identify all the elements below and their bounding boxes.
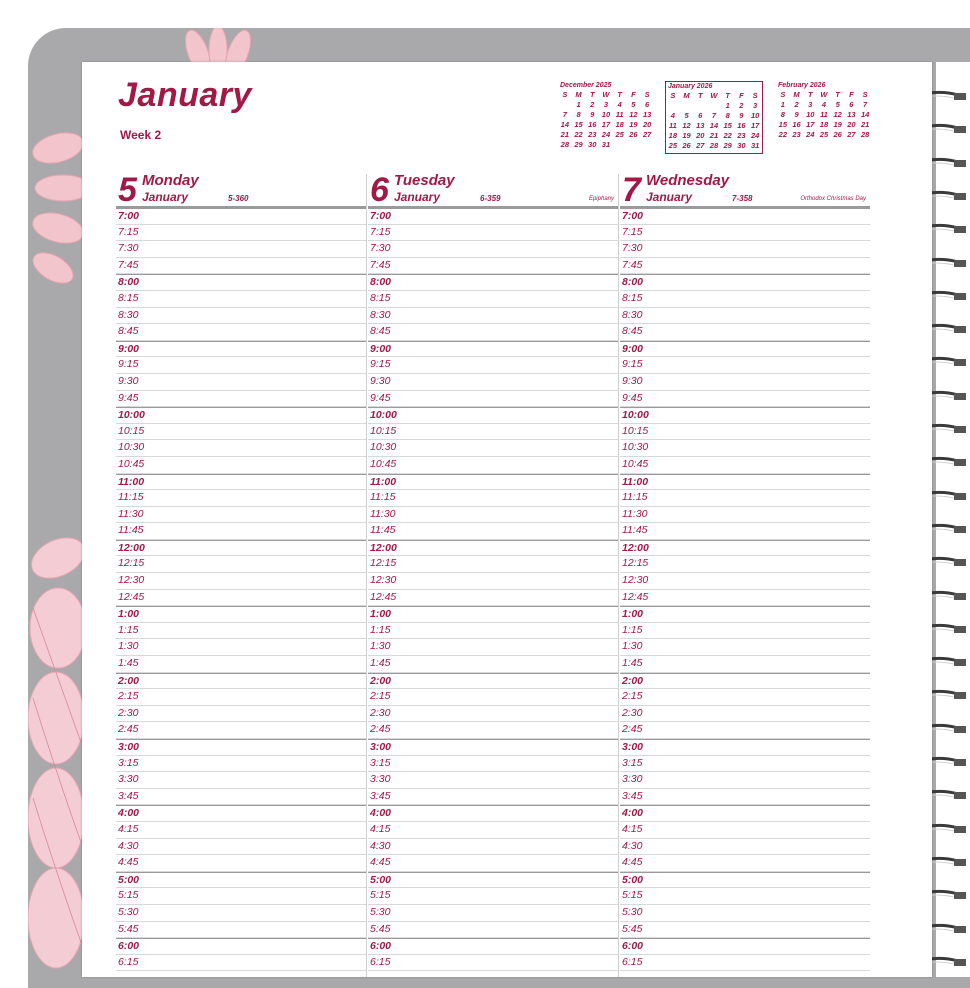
time-slot[interactable]: 10:30 — [116, 440, 366, 457]
time-slot[interactable]: 2:45 — [620, 722, 870, 739]
calendar-date — [693, 101, 707, 111]
time-slot[interactable]: 4:45 — [620, 855, 870, 872]
time-slot[interactable]: 10:00 — [620, 407, 870, 424]
time-slot[interactable]: 1:30 — [368, 639, 618, 656]
mini-calendar-title: February 2026 — [778, 82, 826, 89]
time-slot[interactable]: 2:45 — [116, 722, 366, 739]
calendar-date: 21 — [860, 120, 870, 129]
calendar-date: 31 — [601, 140, 611, 149]
time-slot[interactable]: 7:45 — [368, 258, 618, 275]
day-name: Monday — [142, 172, 199, 189]
calendar-date: 11 — [615, 110, 624, 119]
day-count: 7-358 — [732, 194, 753, 203]
calendar-date: 25 — [819, 130, 829, 139]
calendar-date: 22 — [723, 131, 732, 140]
weekday-label: T — [835, 90, 840, 99]
time-slot[interactable]: 3:45 — [116, 789, 366, 806]
calendar-date: 12 — [833, 110, 842, 119]
calendar-date: 27 — [642, 130, 652, 139]
time-slot[interactable]: 11:45 — [116, 523, 366, 540]
time-slot[interactable]: 4:15 — [116, 822, 366, 839]
day-column-tuesday — [368, 172, 618, 971]
calendar-date: 27 — [696, 141, 705, 150]
time-slot[interactable]: 11:15 — [368, 490, 618, 507]
weekday-label: M — [575, 90, 582, 99]
weekday-label: F — [631, 90, 636, 99]
time-slot[interactable]: 5:30 — [116, 905, 366, 922]
calendar-date: 10 — [750, 111, 760, 120]
calendar-date: 3 — [603, 100, 609, 109]
calendar-date: 26 — [682, 141, 691, 150]
day-column-wednesday — [620, 172, 870, 971]
time-slot[interactable]: 8:15 — [116, 291, 366, 308]
day-number: 7 — [622, 171, 641, 209]
time-slot[interactable]: 8:45 — [116, 324, 366, 341]
weekday-label: T — [725, 91, 730, 100]
time-slot[interactable]: 3:00 — [116, 739, 366, 756]
time-slot[interactable]: 2:15 — [620, 689, 870, 706]
calendar-date: 16 — [588, 120, 597, 129]
calendar-date: 5 — [684, 111, 689, 120]
calendar-date: 9 — [590, 110, 595, 119]
time-slots — [368, 208, 618, 971]
calendar-date: 1 — [780, 100, 785, 109]
mini-calendar-february — [776, 82, 872, 140]
calendar-date: 14 — [709, 121, 719, 130]
time-slot[interactable]: 5:45 — [620, 922, 870, 939]
calendar-date: 13 — [696, 121, 705, 130]
calendar-date: 21 — [709, 131, 719, 140]
calendar-date: 2 — [739, 101, 744, 110]
time-slot[interactable]: 8:15 — [620, 291, 870, 308]
time-slot[interactable]: 3:15 — [620, 756, 870, 773]
calendar-date: 16 — [792, 120, 801, 129]
calendar-date: 28 — [709, 141, 719, 150]
calendar-date: 26 — [629, 130, 638, 139]
time-slot[interactable]: 4:00 — [368, 805, 618, 822]
calendar-date — [558, 100, 572, 110]
calendar-date: 28 — [560, 140, 570, 149]
weekday-label: T — [617, 90, 622, 99]
day-month: January — [142, 190, 189, 204]
time-slot[interactable]: 12:45 — [620, 590, 870, 607]
calendar-date: 8 — [576, 110, 581, 119]
time-slot[interactable]: 2:30 — [620, 706, 870, 723]
calendar-date — [707, 101, 721, 111]
time-slot[interactable]: 7:45 — [116, 258, 366, 275]
calendar-date: 24 — [601, 130, 611, 139]
calendar-date: 12 — [682, 121, 691, 130]
day-number: 6 — [370, 171, 389, 209]
time-slot[interactable]: 5:00 — [116, 872, 366, 889]
column-divider — [618, 174, 619, 977]
time-slot[interactable]: 7:00 — [116, 208, 366, 225]
time-slot[interactable]: 9:30 — [620, 374, 870, 391]
calendar-date: 2 — [590, 100, 595, 109]
calendar-date: 24 — [806, 130, 815, 139]
calendar-date: 13 — [642, 110, 652, 119]
time-slot[interactable]: 4:30 — [368, 839, 618, 856]
time-slot[interactable]: 2:15 — [116, 689, 366, 706]
time-slot[interactable]: 1:45 — [620, 656, 870, 673]
time-slot[interactable]: 7:30 — [116, 241, 366, 258]
calendar-date: 13 — [847, 110, 856, 119]
calendar-date: 15 — [778, 120, 788, 129]
calendar-date: 29 — [574, 140, 583, 149]
calendar-date: 8 — [725, 111, 730, 120]
time-slot[interactable]: 1:30 — [620, 639, 870, 656]
calendar-date — [627, 140, 641, 150]
time-slot[interactable]: 6:00 — [368, 938, 618, 955]
time-slot[interactable]: 2:00 — [116, 673, 366, 690]
time-slot[interactable]: 10:45 — [368, 457, 618, 474]
time-slot[interactable]: 1:15 — [620, 623, 870, 640]
time-slot[interactable]: 9:15 — [116, 357, 366, 374]
time-slot[interactable]: 10:30 — [368, 440, 618, 457]
calendar-date: 20 — [847, 120, 856, 129]
time-slot[interactable]: 9:30 — [116, 374, 366, 391]
time-slot[interactable]: 9:00 — [116, 341, 366, 358]
mini-calendar-december — [558, 82, 654, 150]
calendar-date: 25 — [615, 130, 624, 139]
time-slot[interactable]: 10:45 — [116, 457, 366, 474]
time-slot[interactable]: 1:00 — [620, 606, 870, 623]
time-slot[interactable]: 6:00 — [620, 938, 870, 955]
time-slot[interactable]: 12:15 — [116, 556, 366, 573]
time-slot[interactable]: 2:30 — [116, 706, 366, 723]
calendar-date: 6 — [698, 111, 703, 120]
time-slot[interactable]: 10:00 — [116, 407, 366, 424]
day-name: Tuesday — [394, 172, 455, 189]
calendar-date: 21 — [560, 130, 570, 139]
calendar-date: 8 — [780, 110, 785, 119]
time-slot[interactable]: 12:00 — [116, 540, 366, 557]
weekday-label: M — [683, 91, 690, 100]
time-slot[interactable]: 1:00 — [116, 606, 366, 623]
time-slot[interactable]: 6:00 — [116, 938, 366, 955]
time-slot[interactable]: 3:15 — [368, 756, 618, 773]
calendar-date: 17 — [750, 121, 760, 130]
calendar-date: 2 — [794, 100, 799, 109]
time-slot[interactable]: 11:00 — [620, 474, 870, 491]
time-slot[interactable]: 12:45 — [368, 590, 618, 607]
time-slot[interactable]: 5:30 — [368, 905, 618, 922]
time-slot[interactable]: 7:00 — [368, 208, 618, 225]
day-header — [116, 172, 366, 208]
time-slot[interactable]: 1:00 — [368, 606, 618, 623]
calendar-date: 6 — [645, 100, 650, 109]
time-slot[interactable]: 11:30 — [368, 507, 618, 524]
mini-calendar-grid — [666, 91, 762, 151]
time-slot[interactable]: 3:45 — [368, 789, 618, 806]
time-slot[interactable]: 7:30 — [620, 241, 870, 258]
time-slot[interactable]: 5:45 — [116, 922, 366, 939]
planner-page — [82, 62, 932, 977]
day-month: January — [394, 190, 441, 204]
time-slot[interactable]: 7:15 — [116, 225, 366, 242]
time-slot[interactable]: 5:00 — [620, 872, 870, 889]
time-slot[interactable]: 4:30 — [116, 839, 366, 856]
time-slot[interactable]: 10:15 — [368, 424, 618, 441]
calendar-date: 20 — [642, 120, 652, 129]
calendar-date: 10 — [601, 110, 611, 119]
weekday-label: S — [562, 90, 568, 99]
mini-calendar-january — [665, 81, 763, 154]
calendar-date: 31 — [750, 141, 760, 150]
calendar-date: 4 — [821, 100, 827, 109]
weekday-label: S — [752, 91, 758, 100]
time-slot[interactable]: 3:45 — [620, 789, 870, 806]
time-slot[interactable]: 4:45 — [116, 855, 366, 872]
time-slot[interactable]: 12:30 — [116, 573, 366, 590]
calendar-date — [613, 140, 627, 150]
time-slot[interactable]: 8:30 — [116, 308, 366, 325]
time-slot[interactable]: 3:30 — [116, 772, 366, 789]
time-slot[interactable]: 8:15 — [368, 291, 618, 308]
time-slot[interactable]: 9:30 — [368, 374, 618, 391]
time-slot[interactable]: 5:30 — [620, 905, 870, 922]
day-note: Orthodox Christmas Day — [800, 196, 866, 202]
weekday-label: W — [820, 90, 828, 99]
calendar-date: 12 — [629, 110, 638, 119]
calendar-date: 27 — [847, 130, 856, 139]
weekday-label: F — [739, 91, 744, 100]
time-slot[interactable]: 11:45 — [620, 523, 870, 540]
time-slot[interactable]: 2:45 — [368, 722, 618, 739]
time-slots — [620, 208, 870, 971]
time-slot[interactable]: 9:15 — [368, 357, 618, 374]
time-slot[interactable]: 5:00 — [368, 872, 618, 889]
time-slot[interactable]: 12:00 — [620, 540, 870, 557]
month-title: January — [118, 76, 252, 114]
time-slot[interactable]: 6:15 — [116, 955, 366, 972]
day-note: Epiphany — [588, 196, 614, 202]
time-slot[interactable]: 5:15 — [368, 888, 618, 905]
flower-decoration-bottom — [28, 518, 88, 978]
time-slot[interactable]: 2:15 — [368, 689, 618, 706]
calendar-date — [666, 101, 680, 111]
time-slot[interactable]: 2:00 — [620, 673, 870, 690]
calendar-date: 7 — [711, 111, 717, 120]
day-number: 5 — [118, 171, 137, 209]
calendar-date: 1 — [725, 101, 730, 110]
time-slot[interactable]: 10:45 — [620, 457, 870, 474]
day-header — [620, 172, 870, 208]
calendar-date: 11 — [820, 110, 828, 119]
time-slot[interactable]: 11:15 — [620, 490, 870, 507]
calendar-date: 23 — [792, 130, 801, 139]
time-slot[interactable]: 7:15 — [368, 225, 618, 242]
calendar-date: 22 — [778, 130, 788, 139]
calendar-date: 15 — [574, 120, 583, 129]
time-slot[interactable]: 8:30 — [368, 308, 618, 325]
time-slot[interactable]: 1:15 — [116, 623, 366, 640]
calendar-date: 18 — [668, 131, 678, 140]
mini-calendar-grid — [558, 90, 654, 150]
time-slot[interactable]: 1:45 — [368, 656, 618, 673]
calendar-date: 30 — [737, 141, 746, 150]
weekday-label: S — [780, 90, 786, 99]
weekday-label: T — [697, 91, 703, 100]
time-slot[interactable]: 1:45 — [116, 656, 366, 673]
calendar-date: 5 — [631, 100, 636, 109]
time-slot[interactable]: 8:30 — [620, 308, 870, 325]
calendar-date: 17 — [806, 120, 815, 129]
time-slot[interactable]: 5:45 — [368, 922, 618, 939]
calendar-date: 7 — [863, 100, 868, 109]
calendar-date: 3 — [753, 101, 758, 110]
calendar-date: 11 — [668, 121, 677, 130]
calendar-date: 4 — [670, 111, 675, 120]
calendar-date: 19 — [629, 120, 638, 129]
calendar-date: 18 — [615, 120, 624, 129]
calendar-date: 28 — [860, 130, 870, 139]
time-slot[interactable]: 3:30 — [368, 772, 618, 789]
time-slot[interactable]: 9:45 — [368, 391, 618, 408]
time-slot[interactable]: 3:00 — [620, 739, 870, 756]
time-slot[interactable]: 1:15 — [368, 623, 618, 640]
calendar-date: 9 — [739, 111, 744, 120]
time-slot[interactable]: 12:30 — [620, 573, 870, 590]
time-slot[interactable]: 1:30 — [116, 639, 366, 656]
calendar-date: 4 — [617, 100, 622, 109]
time-slot[interactable]: 2:30 — [368, 706, 618, 723]
time-slot[interactable]: 8:45 — [620, 324, 870, 341]
calendar-date: 10 — [806, 110, 815, 119]
mini-calendar-title: December 2025 — [560, 82, 612, 89]
time-slot[interactable]: 3:00 — [368, 739, 618, 756]
time-slot[interactable]: 11:45 — [368, 523, 618, 540]
weekday-label: W — [710, 91, 718, 100]
calendar-date: 16 — [737, 121, 746, 130]
day-name: Wednesday — [646, 172, 730, 189]
time-slot[interactable]: 11:30 — [116, 507, 366, 524]
time-slot[interactable]: 11:00 — [116, 474, 366, 491]
time-slot[interactable]: 9:00 — [620, 341, 870, 358]
time-slot[interactable]: 7:30 — [368, 241, 618, 258]
time-slot[interactable]: 8:45 — [368, 324, 618, 341]
time-slot[interactable]: 8:00 — [116, 274, 366, 291]
calendar-date: 24 — [750, 131, 760, 140]
mini-calendar-title: January 2026 — [668, 83, 713, 90]
column-divider — [366, 174, 367, 977]
weekday-label: S — [862, 90, 868, 99]
time-slot[interactable]: 8:00 — [368, 274, 618, 291]
time-slot[interactable]: 10:30 — [620, 440, 870, 457]
time-slot[interactable]: 2:00 — [368, 673, 618, 690]
calendar-date: 14 — [860, 110, 870, 119]
day-count: 6-359 — [480, 194, 501, 203]
weekday-label: F — [849, 90, 854, 99]
time-slot[interactable]: 11:15 — [116, 490, 366, 507]
time-slot[interactable]: 12:15 — [368, 556, 618, 573]
time-slot[interactable]: 7:45 — [620, 258, 870, 275]
time-slot[interactable]: 10:15 — [116, 424, 366, 441]
time-slot[interactable]: 6:15 — [368, 955, 618, 972]
day-column-monday — [116, 172, 366, 971]
time-slot[interactable]: 9:15 — [620, 357, 870, 374]
calendar-date: 22 — [574, 130, 583, 139]
calendar-date: 14 — [560, 120, 570, 129]
time-slot[interactable]: 8:00 — [620, 274, 870, 291]
weekday-label: T — [807, 90, 813, 99]
day-count: 5-360 — [228, 194, 249, 203]
calendar-date: 18 — [819, 120, 829, 129]
calendar-date: 23 — [588, 130, 597, 139]
calendar-date: 19 — [682, 131, 691, 140]
weekday-label: S — [670, 91, 676, 100]
time-slot[interactable]: 9:00 — [368, 341, 618, 358]
time-slot[interactable]: 4:15 — [368, 822, 618, 839]
calendar-date: 6 — [849, 100, 854, 109]
calendar-date — [680, 101, 694, 111]
weekday-label: S — [644, 90, 650, 99]
time-slot[interactable]: 7:00 — [620, 208, 870, 225]
time-slot[interactable]: 3:15 — [116, 756, 366, 773]
time-slot[interactable]: 4:30 — [620, 839, 870, 856]
time-slot[interactable]: 9:45 — [620, 391, 870, 408]
calendar-date: 17 — [601, 120, 611, 129]
calendar-date: 30 — [588, 140, 597, 149]
time-slot[interactable]: 9:45 — [116, 391, 366, 408]
mini-calendar-grid — [776, 90, 872, 140]
time-slot[interactable]: 12:30 — [368, 573, 618, 590]
time-slot[interactable]: 12:45 — [116, 590, 366, 607]
weekday-label: M — [793, 90, 800, 99]
time-slot[interactable]: 3:30 — [620, 772, 870, 789]
calendar-date: 5 — [835, 100, 840, 109]
time-slot[interactable]: 5:15 — [620, 888, 870, 905]
time-slot[interactable]: 4:45 — [368, 855, 618, 872]
calendar-date: 26 — [833, 130, 842, 139]
time-slot[interactable]: 4:00 — [620, 805, 870, 822]
week-label: Week 2 — [120, 128, 162, 142]
time-slot[interactable]: 10:00 — [368, 407, 618, 424]
weekday-label: T — [589, 90, 595, 99]
time-slot[interactable]: 4:00 — [116, 805, 366, 822]
day-month: January — [646, 190, 693, 204]
time-slots — [116, 208, 366, 971]
time-slot[interactable]: 12:00 — [368, 540, 618, 557]
time-slot[interactable]: 10:15 — [620, 424, 870, 441]
calendar-date: 1 — [576, 100, 581, 109]
calendar-date: 9 — [794, 110, 799, 119]
flower-decoration-left — [28, 108, 88, 328]
calendar-date: 15 — [723, 121, 732, 130]
time-slot[interactable]: 11:00 — [368, 474, 618, 491]
weekday-label: W — [602, 90, 610, 99]
time-slot[interactable]: 4:15 — [620, 822, 870, 839]
calendar-date: 7 — [562, 110, 567, 119]
time-slot[interactable]: 11:30 — [620, 507, 870, 524]
calendar-date: 25 — [668, 141, 678, 150]
time-slot[interactable]: 6:15 — [620, 955, 870, 972]
calendar-date: 23 — [737, 131, 746, 140]
day-header — [368, 172, 618, 208]
time-slot[interactable]: 5:15 — [116, 888, 366, 905]
time-slot[interactable]: 12:15 — [620, 556, 870, 573]
calendar-date — [640, 140, 654, 150]
calendar-date: 29 — [723, 141, 732, 150]
calendar-date: 3 — [808, 100, 813, 109]
calendar-date: 20 — [696, 131, 705, 140]
time-slot[interactable]: 7:15 — [620, 225, 870, 242]
calendar-date: 19 — [833, 120, 842, 129]
